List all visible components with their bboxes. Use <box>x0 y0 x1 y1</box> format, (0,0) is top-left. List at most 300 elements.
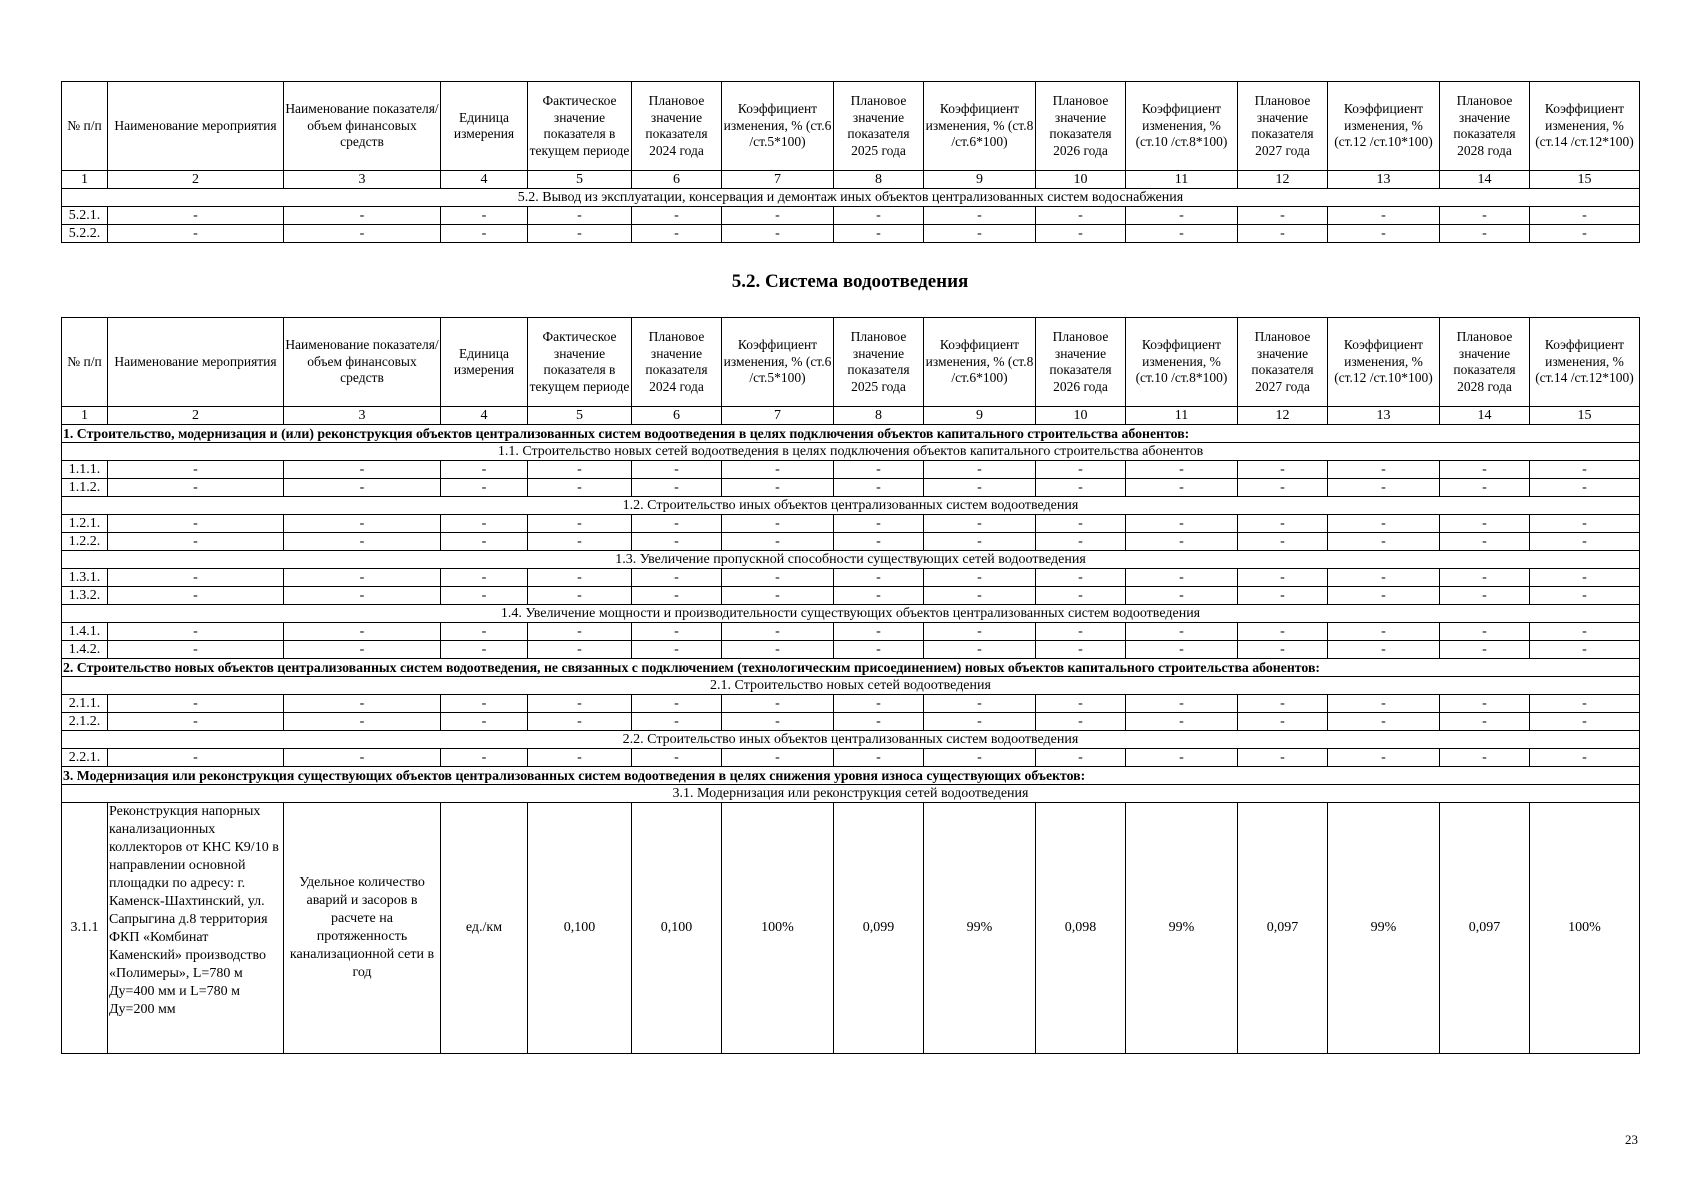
empty-cell: - <box>1328 623 1440 641</box>
empty-cell: - <box>1036 515 1126 533</box>
empty-cell: - <box>1530 713 1640 731</box>
header-cell: Плановое значение показателя 2027 года <box>1238 82 1328 171</box>
empty-cell: - <box>1530 479 1640 497</box>
header-cell: Наименование показателя/ объем финансовых средств <box>284 318 441 407</box>
table-row <box>62 569 1640 587</box>
subsection-title: 2.1. Строительство новых сетей водоотведения <box>62 677 1640 695</box>
empty-cell: - <box>284 641 441 659</box>
empty-cell: - <box>1328 207 1440 225</box>
empty-cell: - <box>1126 695 1238 713</box>
column-number: 7 <box>722 171 834 189</box>
empty-cell: - <box>1440 749 1530 767</box>
empty-cell: - <box>1238 569 1328 587</box>
header-cell: Коэффициент изменения, % (ст.10 /ст.8*100) <box>1126 318 1238 407</box>
empty-cell: - <box>632 587 722 605</box>
subsection-row <box>62 731 1640 749</box>
empty-cell: - <box>632 515 722 533</box>
empty-cell: - <box>1238 479 1328 497</box>
column-number: 4 <box>441 407 528 425</box>
empty-cell: - <box>722 461 834 479</box>
fact-value: 0,100 <box>528 803 632 1054</box>
empty-cell: - <box>284 713 441 731</box>
column-number: 1 <box>62 171 108 189</box>
empty-cell: - <box>108 641 284 659</box>
header-cell: № п/п <box>62 82 108 171</box>
section-row <box>62 659 1640 677</box>
empty-cell: - <box>1036 533 1126 551</box>
table-row <box>62 479 1640 497</box>
page-number: 23 <box>1625 1132 1638 1147</box>
empty-cell: - <box>528 533 632 551</box>
empty-cell: - <box>1440 623 1530 641</box>
header-cell: Фактическое значение показателя в текущем периоде <box>528 82 632 171</box>
empty-cell: - <box>632 749 722 767</box>
header-cell: Плановое значение показателя 2025 года <box>834 82 924 171</box>
empty-cell: - <box>1126 587 1238 605</box>
header-cell: Коэффициент изменения, % (ст.8 /ст.6*100) <box>924 82 1036 171</box>
row-number: 5.2.2. <box>62 225 108 243</box>
empty-cell: - <box>722 623 834 641</box>
empty-cell: - <box>1530 461 1640 479</box>
empty-cell: - <box>1530 225 1640 243</box>
empty-cell: - <box>528 695 632 713</box>
empty-cell: - <box>632 713 722 731</box>
empty-cell: - <box>284 695 441 713</box>
empty-cell: - <box>924 713 1036 731</box>
empty-cell: - <box>1328 695 1440 713</box>
empty-cell: - <box>1238 515 1328 533</box>
empty-cell: - <box>1036 713 1126 731</box>
plan-2027-value: 0,097 <box>1238 803 1328 1054</box>
empty-cell: - <box>834 641 924 659</box>
section-heading: 2. Строительство новых объектов централизованных систем водоотведения, не связанных с подключением (технологическим присоединением) новых объектов капитального строительства абонентов: <box>62 659 1640 677</box>
empty-cell: - <box>441 749 528 767</box>
empty-cell: - <box>441 533 528 551</box>
column-number-row <box>62 407 1640 425</box>
empty-cell: - <box>924 587 1036 605</box>
table-water-supply-decommission <box>61 81 1640 243</box>
empty-cell: - <box>1238 695 1328 713</box>
empty-cell: - <box>834 533 924 551</box>
column-number: 7 <box>722 407 834 425</box>
empty-cell: - <box>1328 479 1440 497</box>
empty-cell: - <box>284 225 441 243</box>
header-cell: Коэффициент изменения, % (ст.14 /ст.12*100) <box>1530 82 1640 171</box>
column-number: 1 <box>62 407 108 425</box>
empty-cell: - <box>924 479 1036 497</box>
empty-cell: - <box>1440 569 1530 587</box>
empty-cell: - <box>108 225 284 243</box>
column-number-row <box>62 171 1640 189</box>
empty-cell: - <box>441 569 528 587</box>
empty-cell: - <box>1126 515 1238 533</box>
column-number: 6 <box>632 407 722 425</box>
header-cell: Плановое значение показателя 2024 года <box>632 82 722 171</box>
empty-cell: - <box>108 713 284 731</box>
column-number: 4 <box>441 171 528 189</box>
column-number: 9 <box>924 407 1036 425</box>
empty-cell: - <box>722 207 834 225</box>
empty-cell: - <box>108 461 284 479</box>
empty-cell: - <box>834 587 924 605</box>
empty-cell: - <box>108 515 284 533</box>
table-header-row <box>62 82 1640 171</box>
header-cell: Плановое значение показателя 2025 года <box>834 318 924 407</box>
empty-cell: - <box>108 569 284 587</box>
empty-cell: - <box>722 515 834 533</box>
empty-cell: - <box>108 695 284 713</box>
empty-cell: - <box>1238 533 1328 551</box>
empty-cell: - <box>1328 225 1440 243</box>
empty-cell: - <box>924 533 1036 551</box>
header-cell: Коэффициент изменения, % (ст.10 /ст.8*100) <box>1126 82 1238 171</box>
empty-cell: - <box>1238 225 1328 243</box>
empty-cell: - <box>1440 641 1530 659</box>
subsection-title: 2.2. Строительство иных объектов централизованных систем водоотведения <box>62 731 1640 749</box>
coef-2027-value: 99% <box>1328 803 1440 1054</box>
empty-cell: - <box>108 533 284 551</box>
column-number: 3 <box>284 407 441 425</box>
empty-cell: - <box>632 533 722 551</box>
column-number: 12 <box>1238 171 1328 189</box>
empty-cell: - <box>834 479 924 497</box>
column-number: 11 <box>1126 171 1238 189</box>
empty-cell: - <box>441 461 528 479</box>
table-row-item-3-1-1 <box>62 803 1640 1054</box>
empty-cell: - <box>284 515 441 533</box>
empty-cell: - <box>108 623 284 641</box>
subsection-row <box>62 551 1640 569</box>
empty-cell: - <box>632 569 722 587</box>
empty-cell: - <box>441 641 528 659</box>
table-row <box>62 641 1640 659</box>
empty-cell: - <box>108 479 284 497</box>
column-number: 2 <box>108 407 284 425</box>
subsection-title: 1.3. Увеличение пропускной способности существующих сетей водоотведения <box>62 551 1640 569</box>
empty-cell: - <box>924 207 1036 225</box>
column-number: 14 <box>1440 407 1530 425</box>
plan-2025-value: 0,099 <box>834 803 924 1054</box>
empty-cell: - <box>441 515 528 533</box>
row-number: 1.4.2. <box>62 641 108 659</box>
empty-cell: - <box>528 623 632 641</box>
plan-2026-value: 0,098 <box>1036 803 1126 1054</box>
empty-cell: - <box>528 461 632 479</box>
empty-cell: - <box>1036 225 1126 243</box>
column-number: 5 <box>528 171 632 189</box>
empty-cell: - <box>441 623 528 641</box>
empty-cell: - <box>441 587 528 605</box>
table-row <box>62 623 1640 641</box>
empty-cell: - <box>1440 533 1530 551</box>
empty-cell: - <box>834 569 924 587</box>
empty-cell: - <box>834 207 924 225</box>
header-cell: Коэффициент изменения, % (ст.6 /ст.5*100) <box>722 318 834 407</box>
empty-cell: - <box>1328 749 1440 767</box>
empty-cell: - <box>1126 623 1238 641</box>
column-number: 13 <box>1328 407 1440 425</box>
column-number: 2 <box>108 171 284 189</box>
table-wastewater-system <box>61 317 1640 1054</box>
empty-cell: - <box>924 225 1036 243</box>
empty-cell: - <box>108 749 284 767</box>
subsection-row <box>62 443 1640 461</box>
empty-cell: - <box>284 207 441 225</box>
column-number: 9 <box>924 171 1036 189</box>
column-number: 12 <box>1238 407 1328 425</box>
column-number: 10 <box>1036 407 1126 425</box>
empty-cell: - <box>722 533 834 551</box>
row-number: 1.1.2. <box>62 479 108 497</box>
header-cell: Коэффициент изменения, % (ст.8 /ст.6*100) <box>924 318 1036 407</box>
empty-cell: - <box>1440 515 1530 533</box>
empty-cell: - <box>632 207 722 225</box>
subsection-row <box>62 189 1640 207</box>
header-cell: Коэффициент изменения, % (ст.14 /ст.12*100) <box>1530 318 1640 407</box>
empty-cell: - <box>924 623 1036 641</box>
empty-cell: - <box>632 623 722 641</box>
header-cell: Плановое значение показателя 2026 года <box>1036 82 1126 171</box>
subsection-title: 3.1. Модернизация или реконструкция сетей водоотведения <box>62 785 1640 803</box>
empty-cell: - <box>1036 461 1126 479</box>
row-number: 2.1.1. <box>62 695 108 713</box>
empty-cell: - <box>528 515 632 533</box>
empty-cell: - <box>1328 587 1440 605</box>
subsection-title: 5.2. Вывод из эксплуатации, консервация и демонтаж иных объектов централизованных систем водоснабжения <box>62 189 1640 207</box>
empty-cell: - <box>284 569 441 587</box>
empty-cell: - <box>441 225 528 243</box>
empty-cell: - <box>108 587 284 605</box>
empty-cell: - <box>1238 641 1328 659</box>
row-number: 1.4.1. <box>62 623 108 641</box>
empty-cell: - <box>441 479 528 497</box>
measure-name: Реконструкция напорных канализационных коллекторов от КНС К9/10 в направлении основной площадки по адресу: г. Каменск-Шахтинский, ул. Сапрыгина д.8 территория ФКП «Комбинат Каменский» производство «Полимеры», L=780 м Ду=400 мм и L=780 м Ду=200 мм <box>108 803 284 1054</box>
empty-cell: - <box>834 749 924 767</box>
empty-cell: - <box>1126 713 1238 731</box>
empty-cell: - <box>924 515 1036 533</box>
empty-cell: - <box>1328 569 1440 587</box>
section-row <box>62 425 1640 443</box>
section-title: 5.2. Система водоотведения <box>731 271 969 292</box>
column-number: 6 <box>632 171 722 189</box>
header-cell: Плановое значение показателя 2028 года <box>1440 318 1530 407</box>
empty-cell: - <box>924 641 1036 659</box>
empty-cell: - <box>1238 713 1328 731</box>
header-cell: Наименование мероприятия <box>108 318 284 407</box>
table-row <box>62 533 1640 551</box>
empty-cell: - <box>834 515 924 533</box>
empty-cell: - <box>1238 207 1328 225</box>
empty-cell: - <box>284 623 441 641</box>
subsection-row <box>62 677 1640 695</box>
empty-cell: - <box>1036 587 1126 605</box>
column-number: 5 <box>528 407 632 425</box>
table-row <box>62 461 1640 479</box>
empty-cell: - <box>1328 533 1440 551</box>
empty-cell: - <box>441 695 528 713</box>
empty-cell: - <box>1126 479 1238 497</box>
empty-cell: - <box>1036 479 1126 497</box>
empty-cell: - <box>528 749 632 767</box>
empty-cell: - <box>528 225 632 243</box>
empty-cell: - <box>1126 569 1238 587</box>
empty-cell: - <box>1530 749 1640 767</box>
empty-cell: - <box>924 695 1036 713</box>
empty-cell: - <box>1238 587 1328 605</box>
row-number: 1.1.1. <box>62 461 108 479</box>
header-cell: Наименование показателя/ объем финансовых средств <box>284 82 441 171</box>
empty-cell: - <box>1126 641 1238 659</box>
empty-cell: - <box>1530 587 1640 605</box>
empty-cell: - <box>441 207 528 225</box>
empty-cell: - <box>1440 587 1530 605</box>
empty-cell: - <box>722 225 834 243</box>
subsection-title: 1.4. Увеличение мощности и производительности существующих объектов централизованных систем водоотведения <box>62 605 1640 623</box>
empty-cell: - <box>632 641 722 659</box>
header-cell: Плановое значение показателя 2026 года <box>1036 318 1126 407</box>
empty-cell: - <box>834 225 924 243</box>
empty-cell: - <box>528 479 632 497</box>
empty-cell: - <box>1328 515 1440 533</box>
empty-cell: - <box>834 713 924 731</box>
empty-cell: - <box>1530 207 1640 225</box>
column-number: 15 <box>1530 171 1640 189</box>
table-row <box>62 749 1640 767</box>
subsection-title: 1.2. Строительство иных объектов централизованных систем водоотведения <box>62 497 1640 515</box>
header-cell: Единица измерения <box>441 318 528 407</box>
coef-2026-value: 99% <box>1126 803 1238 1054</box>
empty-cell: - <box>1238 623 1328 641</box>
empty-cell: - <box>1530 695 1640 713</box>
table-row <box>62 695 1640 713</box>
empty-cell: - <box>1440 695 1530 713</box>
coef-2028-value: 100% <box>1530 803 1640 1054</box>
empty-cell: - <box>632 461 722 479</box>
empty-cell: - <box>834 461 924 479</box>
unit-cell: ед./км <box>441 803 528 1054</box>
subsection-row <box>62 605 1640 623</box>
column-number: 14 <box>1440 171 1530 189</box>
table-row <box>62 587 1640 605</box>
header-cell: Коэффициент изменения, % (ст.6 /ст.5*100) <box>722 82 834 171</box>
empty-cell: - <box>834 695 924 713</box>
empty-cell: - <box>1440 225 1530 243</box>
empty-cell: - <box>528 207 632 225</box>
indicator-name: Удельное количество аварий и засоров в расчете на протяженность канализационной сети в год <box>284 803 441 1054</box>
empty-cell: - <box>1036 641 1126 659</box>
empty-cell: - <box>722 587 834 605</box>
header-cell: Коэффициент изменения, % (ст.12 /ст.10*100) <box>1328 82 1440 171</box>
header-cell: Единица измерения <box>441 82 528 171</box>
empty-cell: - <box>1328 461 1440 479</box>
empty-cell: - <box>722 569 834 587</box>
row-number: 2.2.1. <box>62 749 108 767</box>
row-number: 1.2.1. <box>62 515 108 533</box>
column-number: 3 <box>284 171 441 189</box>
section-heading: 3. Модернизация или реконструкция существующих объектов централизованных систем водоотведения в целях снижения уровня износа существующих объектов: <box>62 767 1640 785</box>
empty-cell: - <box>1126 225 1238 243</box>
column-number: 8 <box>834 171 924 189</box>
row-number: 2.1.2. <box>62 713 108 731</box>
table-header-row <box>62 318 1640 407</box>
empty-cell: - <box>1126 533 1238 551</box>
header-cell: № п/п <box>62 318 108 407</box>
empty-cell: - <box>632 479 722 497</box>
empty-cell: - <box>1440 713 1530 731</box>
empty-cell: - <box>1036 749 1126 767</box>
empty-cell: - <box>108 207 284 225</box>
empty-cell: - <box>284 479 441 497</box>
header-cell: Коэффициент изменения, % (ст.12 /ст.10*100) <box>1328 318 1440 407</box>
coef-2025-value: 99% <box>924 803 1036 1054</box>
header-cell: Плановое значение показателя 2028 года <box>1440 82 1530 171</box>
empty-cell: - <box>722 641 834 659</box>
empty-cell: - <box>1530 641 1640 659</box>
row-number: 3.1.1 <box>62 803 108 1054</box>
table-row <box>62 515 1640 533</box>
empty-cell: - <box>528 569 632 587</box>
row-number: 1.3.2. <box>62 587 108 605</box>
empty-cell: - <box>632 225 722 243</box>
column-number: 15 <box>1530 407 1640 425</box>
empty-cell: - <box>528 713 632 731</box>
empty-cell: - <box>632 695 722 713</box>
empty-cell: - <box>1440 461 1530 479</box>
empty-cell: - <box>528 587 632 605</box>
empty-cell: - <box>722 713 834 731</box>
row-number: 5.2.1. <box>62 207 108 225</box>
empty-cell: - <box>441 713 528 731</box>
row-number: 1.3.1. <box>62 569 108 587</box>
column-number: 8 <box>834 407 924 425</box>
empty-cell: - <box>1440 479 1530 497</box>
section-heading: 1. Строительство, модернизация и (или) реконструкция объектов централизованных систем водоотведения в целях подключения объектов капитального строительства абонентов: <box>62 425 1640 443</box>
empty-cell: - <box>722 749 834 767</box>
empty-cell: - <box>284 587 441 605</box>
table-row <box>62 713 1640 731</box>
row-number: 1.2.2. <box>62 533 108 551</box>
empty-cell: - <box>284 749 441 767</box>
empty-cell: - <box>1328 641 1440 659</box>
section-row <box>62 767 1640 785</box>
empty-cell: - <box>1126 461 1238 479</box>
empty-cell: - <box>1036 207 1126 225</box>
table-row <box>62 225 1640 243</box>
empty-cell: - <box>1238 749 1328 767</box>
empty-cell: - <box>1530 533 1640 551</box>
subsection-row <box>62 785 1640 803</box>
empty-cell: - <box>528 641 632 659</box>
empty-cell: - <box>1126 207 1238 225</box>
empty-cell: - <box>1036 623 1126 641</box>
empty-cell: - <box>1036 695 1126 713</box>
empty-cell: - <box>1126 749 1238 767</box>
empty-cell: - <box>924 461 1036 479</box>
header-cell: Наименование мероприятия <box>108 82 284 171</box>
empty-cell: - <box>924 749 1036 767</box>
empty-cell: - <box>1036 569 1126 587</box>
empty-cell: - <box>834 623 924 641</box>
column-number: 11 <box>1126 407 1238 425</box>
empty-cell: - <box>1530 515 1640 533</box>
subsection-title: 1.1. Строительство новых сетей водоотведения в целях подключения объектов капитального строительства абонентов <box>62 443 1640 461</box>
empty-cell: - <box>924 569 1036 587</box>
empty-cell: - <box>284 533 441 551</box>
empty-cell: - <box>722 479 834 497</box>
header-cell: Фактическое значение показателя в текущем периоде <box>528 318 632 407</box>
header-cell: Плановое значение показателя 2024 года <box>632 318 722 407</box>
column-number: 10 <box>1036 171 1126 189</box>
